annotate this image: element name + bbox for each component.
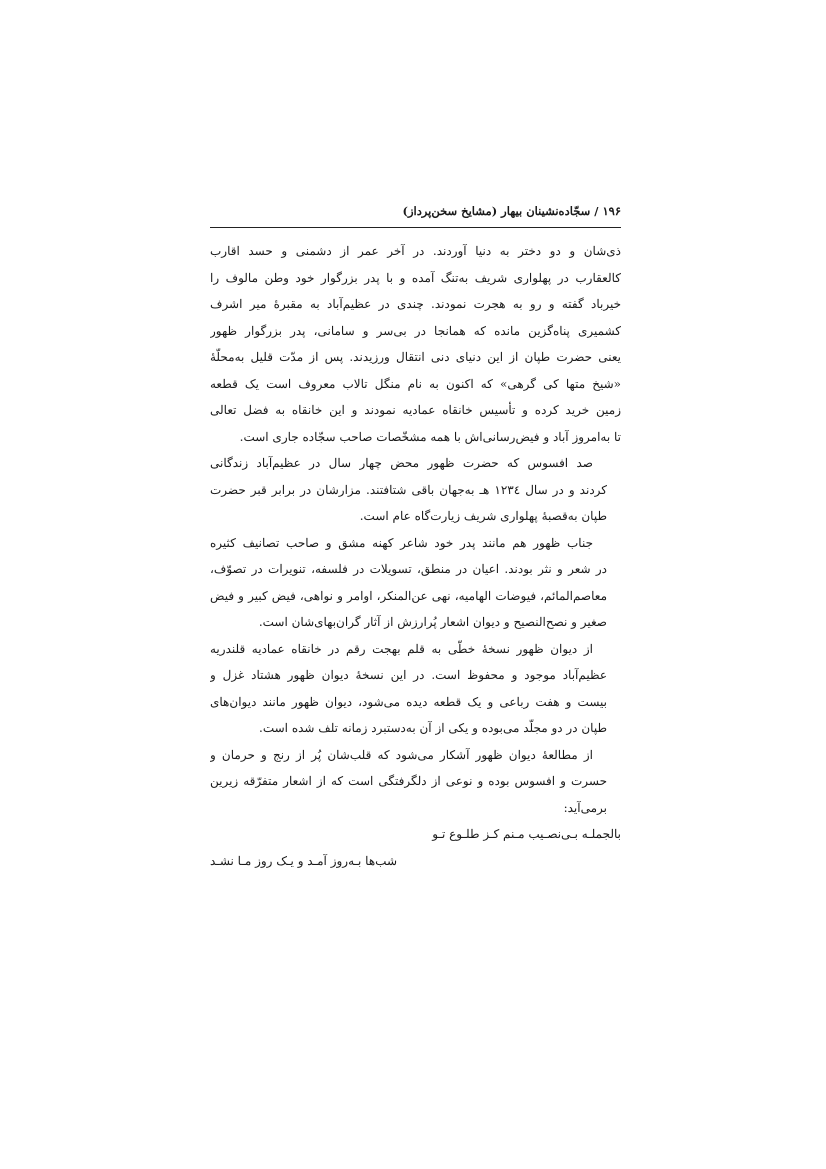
- paragraph: [210, 450, 621, 530]
- text-line: طپان در دو مجلّد می‌بوده و یکی از آن به‌دستبرد زمانه تلف شده است.: [259, 721, 607, 735]
- body-text: [210, 238, 621, 821]
- paragraph: [210, 238, 621, 450]
- verse-second-hemistich: شب‌ها بـه‌روز آمـد و یـک روز مـا نشـد: [210, 853, 398, 868]
- text-line: بیست و هفت رباعی و یک قطعه دیده می‌شود، دیوان ظهور مانند دیوان‌های: [210, 694, 607, 709]
- text-line: از مطالعهٔ دیوان ظهور آشکار می‌شود که قلب‌شان پُر از رنج و حرمان و: [210, 747, 594, 762]
- paragraph: [210, 530, 621, 636]
- text-line: معاصم‌المائم، فیوضات الهامیه، نهی عن‌المنکر، اوامر و نواهی، فیض کبیر و فیض: [210, 588, 607, 603]
- text-line: ذی‌شان و دو دختر به دنیا آوردند. در آخر عمر از دشمنی و حسد اقارب: [210, 244, 621, 258]
- text-line: در شعر و نثر بودند. اعیان در منطق، تسویلات در فلسفه، تنویرات در تصوّف،: [210, 562, 607, 576]
- header-rule: [210, 227, 621, 228]
- text-line: تا به‌امروز آباد و فیض‌رسانی‌اش با همه مشخّصات صاحب سجّاده جاری است.: [239, 429, 621, 444]
- text-line: از دیوان ظهور نسخهٔ خطّی به قلم بهجت رقم در خانقاه عمادیه قلندریه: [210, 641, 593, 656]
- text-line: کالعقارب در پهلواری شریف به‌تنگ آمده و با پدر بزرگوار خود وطن مالوف را: [210, 270, 621, 285]
- paragraph: [210, 742, 621, 822]
- text-line: «شیخ متها کی گرهی» که اکنون به نام منگل تالاب معروف است یک قطعه: [210, 376, 621, 391]
- text-line: جناب ظهور هم مانند پدر خود شاعر کهنه مشق و صاحب تصانیف کثیره: [210, 535, 593, 550]
- text-line: برمی‌آید:: [563, 800, 607, 815]
- text-line: عظیم‌آباد موجود و محفوظ است. در این نسخهٔ دیوان ظهور هشتاد غزل و: [210, 668, 607, 682]
- text-line: صد افسوس که حضرت ظهور محض چهار سال در عظیم‌آباد زندگانی: [210, 456, 593, 470]
- verse-first-hemistich: بالجملـه بـی‌نصـیب مـنم کـز طلـوع تـو: [432, 827, 621, 841]
- text-line: کردند و در سال ۱۲۳٤ هـ به‌جهان باقی شتافتند. مزارشان در برابر قبر حضرت: [210, 482, 607, 497]
- book-page: [210, 200, 621, 874]
- text-line: صغیر و نصح‌النصیح و دیوان اشعار پُرارزش از آثار گران‌بهای‌شان است.: [258, 615, 607, 629]
- text-line: کشمیری پناه‌گزین مانده که همانجا در بی‌سر و سامانی، پدر بزرگوار ظهور: [210, 323, 621, 338]
- text-line: طپان به‌قصبهٔ پهلواری شریف زیارت‌گاه عام است.: [359, 509, 607, 523]
- text-line: حسرت و افسوس بوده و نوعی از دلگرفتگی است که از اشعار متفرّقه زیرین: [210, 774, 607, 788]
- text-line: زمین خرید کرده و تأسیس خانقاه عمادیه نمودند و این خانقاه به فضل تعالی: [210, 403, 621, 417]
- paragraph: [210, 636, 621, 742]
- text-line: یعنی حضرت طپان از این دنیای دنی انتقال ورزیدند. پس از مدّت قلیل به‌محلّهٔ: [210, 350, 621, 364]
- text-line: خیرباد گفته و رو به هجرت نمودند. چندی در عظیم‌آباد به مقبرهٔ میر اشرف: [210, 297, 621, 311]
- running-header: ۱۹۶ / سجّاده‌نشینان بیهار (مشایخ سخن‌پرداز): [402, 204, 621, 218]
